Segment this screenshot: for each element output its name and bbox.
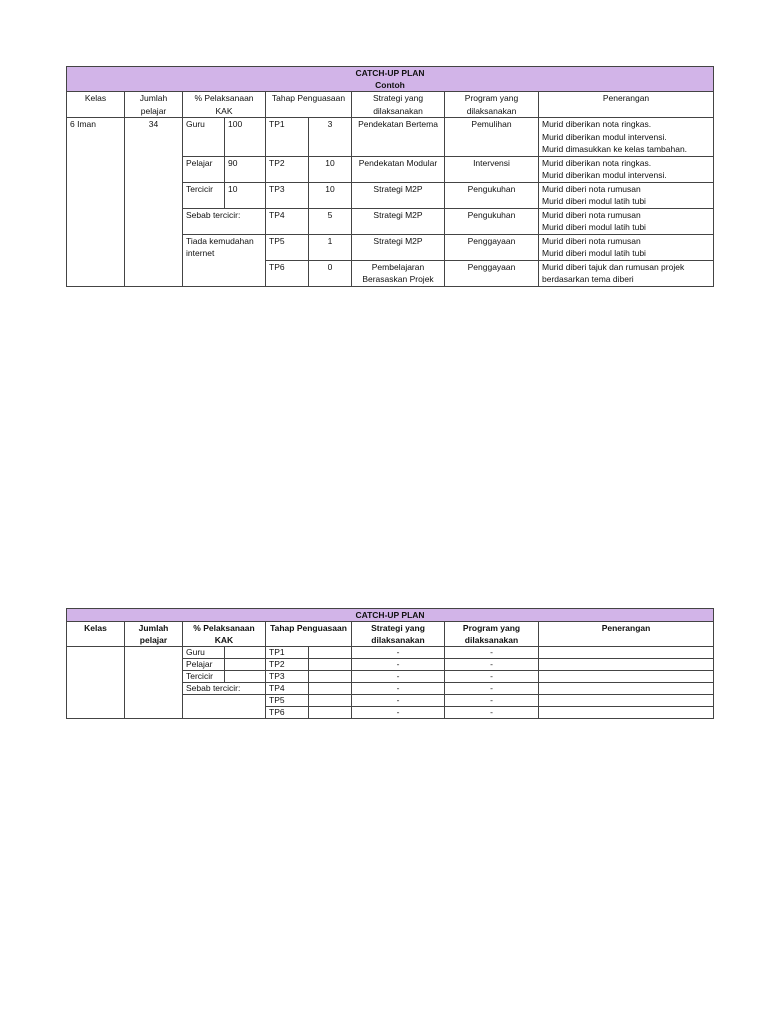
kak-label: Guru (183, 118, 225, 157)
kak-reason[interactable] (183, 695, 266, 719)
penerangan-cell: Murid diberi tajuk dan rumusan projek berdasarkan tema diberi (539, 260, 714, 286)
strategi-cell: Strategi M2P (352, 182, 445, 208)
penerangan-cell[interactable] (539, 707, 714, 719)
catch-up-plan-example-table (66, 66, 714, 287)
penerangan-cell: Murid diberikan nota ringkas. Murid diberikan modul intervensi. (539, 156, 714, 182)
penerangan-cell[interactable] (539, 647, 714, 659)
header-strategi: Strategi yang dilaksanakan (352, 622, 445, 647)
header-pelaksanaan: % Pelaksanaan KAK (183, 622, 266, 647)
strategi-cell: Strategi M2P (352, 234, 445, 260)
header-penerangan: Penerangan (539, 92, 714, 118)
penerangan-cell: Murid diberi nota rumusan Murid diberi modul latih tubi (539, 208, 714, 234)
tp-count[interactable] (309, 707, 352, 719)
kak-label: Tercicir (183, 182, 225, 208)
tp-label: TP4 (266, 683, 309, 695)
tp-label: TP5 (266, 695, 309, 707)
table-row (67, 647, 714, 659)
jumlah-cell[interactable] (125, 647, 183, 719)
program-cell[interactable]: - (445, 659, 539, 671)
tp-count: 0 (309, 260, 352, 286)
program-cell: Penggayaan (445, 260, 539, 286)
header-tahap: Tahap Penguasaan (266, 622, 352, 647)
tp-label: TP1 (266, 647, 309, 659)
table-title: CATCH-UP PLAN Contoh (67, 67, 714, 92)
tp-count[interactable] (309, 683, 352, 695)
kelas-cell: 6 Iman (67, 118, 125, 287)
header-jumlah: Jumlah pelajar (125, 622, 183, 647)
header-strategi: Strategi yang dilaksanakan (352, 92, 445, 118)
kak-value[interactable] (225, 659, 266, 671)
kak-label: Sebab tercicir: (183, 208, 266, 234)
kak-label: Pelajar (183, 659, 225, 671)
program-cell: Pemulihan (445, 118, 539, 157)
kak-label: Pelajar (183, 156, 225, 182)
penerangan-cell[interactable] (539, 683, 714, 695)
strategi-cell: Strategi M2P (352, 208, 445, 234)
tp-label: TP4 (266, 208, 309, 234)
tp-count: 10 (309, 156, 352, 182)
strategi-cell[interactable]: - (352, 707, 445, 719)
tp-label: TP6 (266, 707, 309, 719)
strategi-cell[interactable]: - (352, 671, 445, 683)
kak-reason: Tiada kemudahan internet (183, 234, 266, 286)
tp-label: TP6 (266, 260, 309, 286)
tp-label: TP3 (266, 671, 309, 683)
tp-count: 3 (309, 118, 352, 157)
penerangan-cell: Murid diberi nota rumusan Murid diberi modul latih tubi (539, 234, 714, 260)
penerangan-cell[interactable] (539, 695, 714, 707)
tp-label: TP1 (266, 118, 309, 157)
program-cell: Penggayaan (445, 234, 539, 260)
header-row (67, 92, 714, 118)
program-cell[interactable]: - (445, 671, 539, 683)
kak-value[interactable] (225, 647, 266, 659)
tp-count: 10 (309, 182, 352, 208)
tp-label: TP5 (266, 234, 309, 260)
tp-label: TP3 (266, 182, 309, 208)
header-program: Program yang dilaksanakan (445, 622, 539, 647)
kak-value[interactable] (225, 671, 266, 683)
tp-label: TP2 (266, 659, 309, 671)
header-jumlah: Jumlah pelajar (125, 92, 183, 118)
header-row (67, 622, 714, 647)
program-cell[interactable]: - (445, 683, 539, 695)
kak-value: 90 (225, 156, 266, 182)
penerangan-cell[interactable] (539, 659, 714, 671)
tp-label: TP2 (266, 156, 309, 182)
header-kelas: Kelas (67, 622, 125, 647)
header-kelas: Kelas (67, 92, 125, 118)
program-cell[interactable]: - (445, 695, 539, 707)
program-cell[interactable]: - (445, 647, 539, 659)
tp-count: 1 (309, 234, 352, 260)
penerangan-cell: Murid diberikan nota ringkas. Murid diberikan modul intervensi. Murid dimasukkan ke kelas tambahan. (539, 118, 714, 157)
tp-count[interactable] (309, 647, 352, 659)
kak-value: 10 (225, 182, 266, 208)
strategi-cell[interactable]: - (352, 683, 445, 695)
strategi-cell: Pendekatan Bertema (352, 118, 445, 157)
jumlah-cell: 34 (125, 118, 183, 287)
kak-label: Tercicir (183, 671, 225, 683)
penerangan-cell: Murid diberi nota rumusan Murid diberi modul latih tubi (539, 182, 714, 208)
kak-label: Sebab tercicir: (183, 683, 266, 695)
strategi-cell[interactable]: - (352, 659, 445, 671)
program-cell: Pengukuhan (445, 182, 539, 208)
strategi-cell[interactable]: - (352, 695, 445, 707)
program-cell: Pengukuhan (445, 208, 539, 234)
tp-count[interactable] (309, 695, 352, 707)
tp-count[interactable] (309, 671, 352, 683)
tp-count[interactable] (309, 659, 352, 671)
strategi-cell[interactable]: - (352, 647, 445, 659)
header-penerangan: Penerangan (539, 622, 714, 647)
catch-up-plan-blank-table (66, 608, 714, 719)
kelas-cell[interactable] (67, 647, 125, 719)
program-cell: Intervensi (445, 156, 539, 182)
table-title: CATCH-UP PLAN (67, 609, 714, 622)
penerangan-cell[interactable] (539, 671, 714, 683)
program-cell[interactable]: - (445, 707, 539, 719)
header-pelaksanaan: % Pelaksanaan KAK (183, 92, 266, 118)
kak-value: 100 (225, 118, 266, 157)
tp-count: 5 (309, 208, 352, 234)
header-program: Program yang dilaksanakan (445, 92, 539, 118)
strategi-cell: Pendekatan Modular (352, 156, 445, 182)
kak-label: Guru (183, 647, 225, 659)
table-row (67, 118, 714, 157)
strategi-cell: Pembelajaran Berasaskan Projek (352, 260, 445, 286)
header-tahap: Tahap Penguasaan (266, 92, 352, 118)
